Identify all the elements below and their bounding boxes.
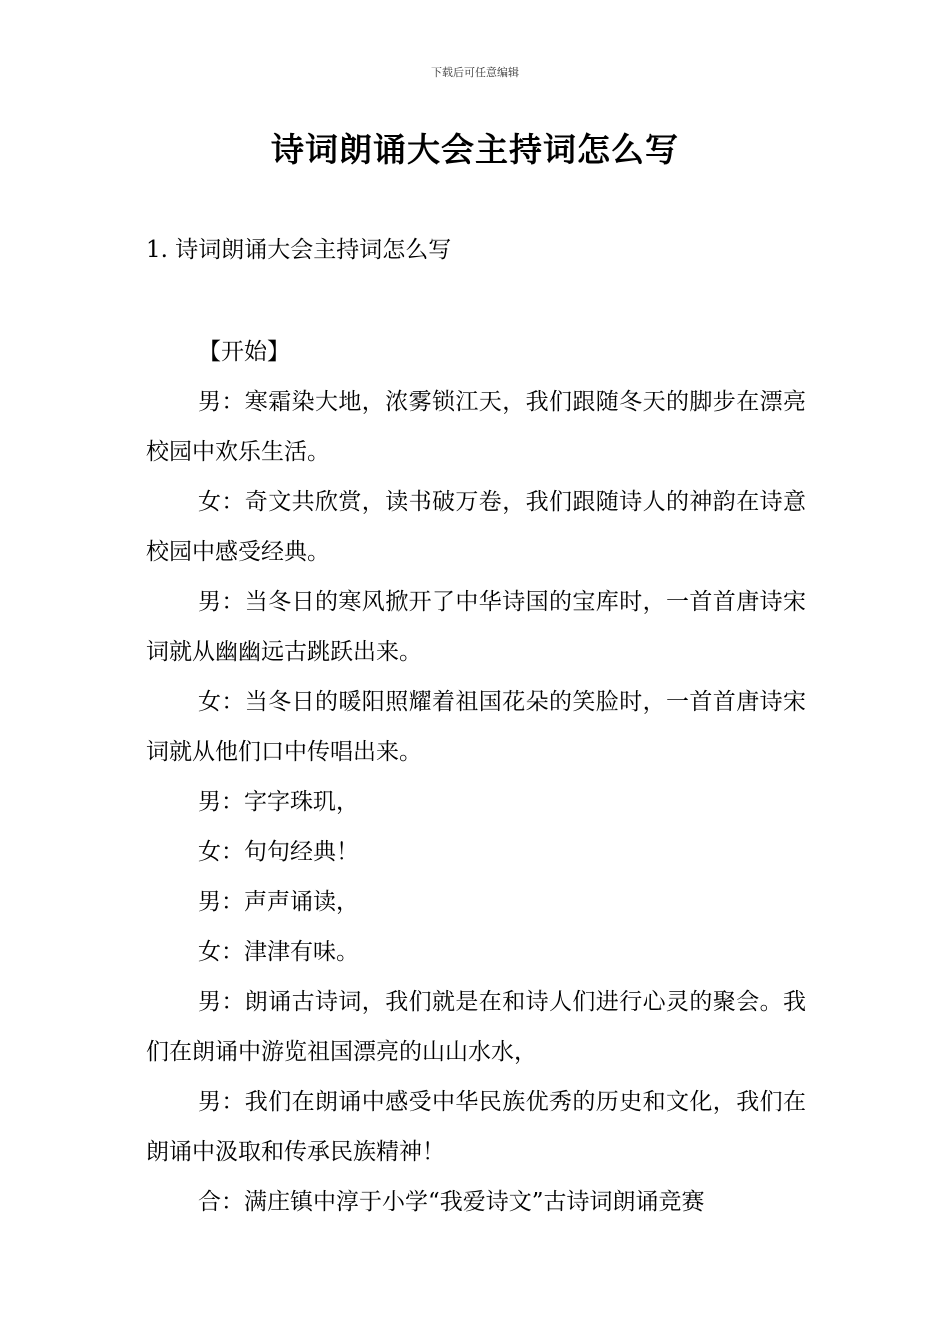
header-note: 下载后可任意编辑 — [431, 66, 519, 79]
paragraph: 女：当冬日的暖阳照耀着祖国花朵的笑脸时，一首首唐诗宋词就从他们口中传唱出来。 — [146, 689, 806, 765]
paragraph: 男：字字珠玑， — [198, 789, 359, 815]
paragraph-opening: 【开始】 — [198, 339, 290, 365]
paragraph: 女：津津有味。 — [198, 939, 359, 965]
document-title: 诗词朗诵大会主持词怎么写 — [271, 130, 679, 169]
section-heading: 1. 诗词朗诵大会主持词怎么写 — [146, 237, 452, 263]
document-body — [146, 327, 806, 1227]
paragraph: 女：奇文共欣赏，读书破万卷，我们跟随诗人的神韵在诗意校园中感受经典。 — [146, 489, 806, 565]
paragraph: 女：句句经典！ — [198, 839, 359, 865]
paragraph: 男：我们在朗诵中感受中华民族优秀的历史和文化，我们在朗诵中汲取和传承民族精神！ — [146, 1089, 806, 1165]
paragraph: 男：声声诵读， — [198, 889, 359, 915]
paragraph: 男：寒霜染大地，浓雾锁江天，我们跟随冬天的脚步在漂亮校园中欢乐生活。 — [146, 389, 806, 465]
paragraph: 男：朗诵古诗词，我们就是在和诗人们进行心灵的聚会。我们在朗诵中游览祖国漂亮的山山水水， — [146, 989, 806, 1065]
paragraph: 合：满庄镇中淳于小学“我爱诗文”古诗词朗诵竞赛 — [198, 1189, 705, 1215]
paragraph: 男：当冬日的寒风掀开了中华诗国的宝库时，一首首唐诗宋词就从幽幽远古跳跃出来。 — [146, 589, 806, 665]
